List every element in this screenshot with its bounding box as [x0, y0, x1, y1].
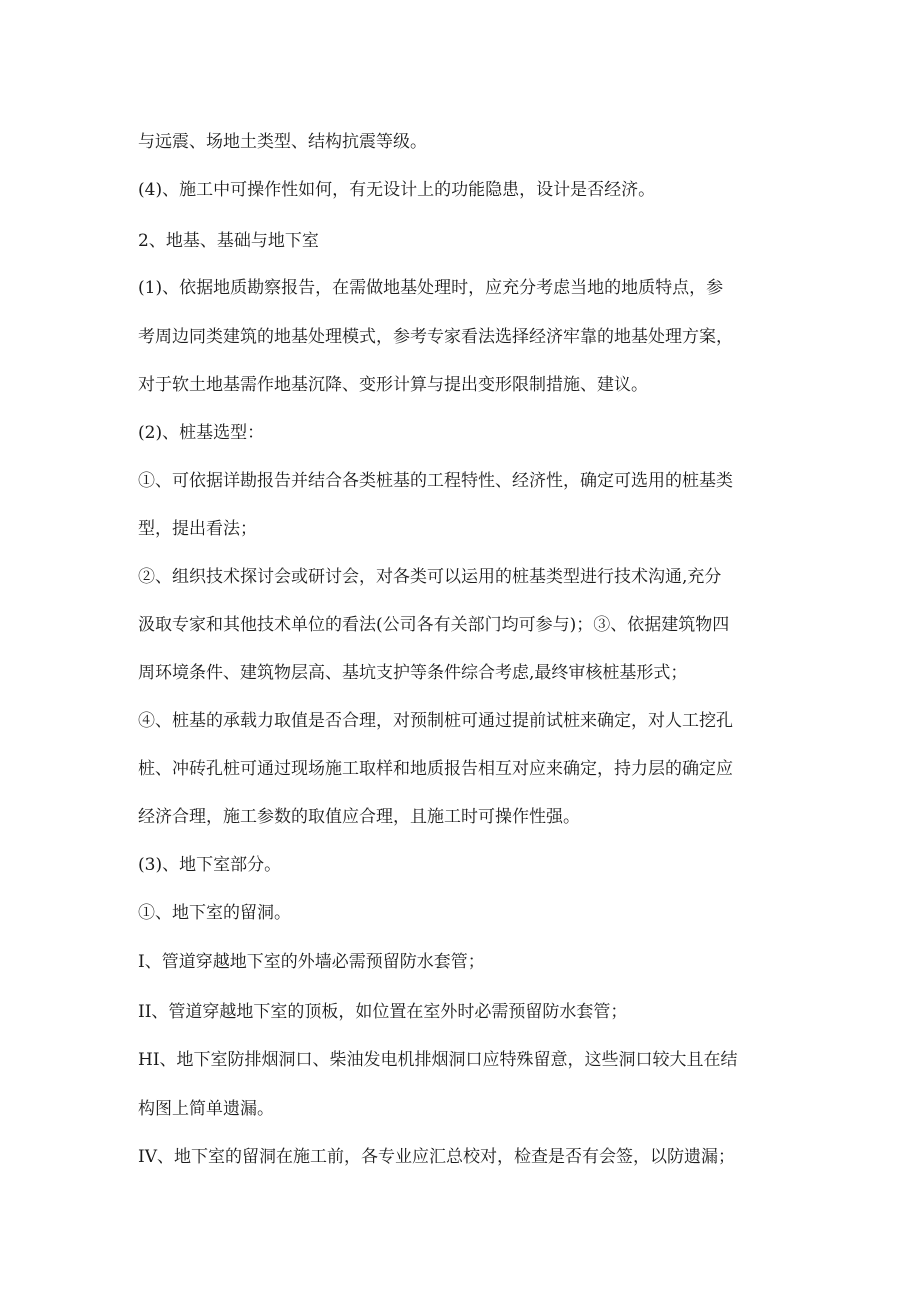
paragraph-line: 构图上简单遗漏。: [138, 1099, 274, 1119]
paragraph-line: (4)、施工中可操作性如何，有无设计上的功能隐患，设计是否经济。: [138, 180, 656, 200]
paragraph-line: 对于软土地基需作地基沉降、变形计算与提出变形限制措施、建议。: [138, 375, 648, 395]
paragraph-line: 周环境条件、建筑物层高、基坑支护等条件综合考虑,最终审核桩基形式；: [138, 663, 688, 683]
paragraph-line: 经济合理，施工参数的取值应合理，且施工时可操作性强。: [138, 807, 580, 827]
paragraph-line: 考周边同类建筑的地基处理模式，参考专家看法选择经济牢靠的地基处理方案，: [138, 327, 733, 347]
paragraph-line: (2)、桩基选型：: [138, 423, 265, 443]
paragraph-line: (1)、依据地质勘察报告，在需做地基处理时，应充分考虑当地的地质特点，参: [138, 278, 724, 298]
section-heading: 2、地基、基础与地下室: [138, 231, 319, 251]
paragraph-line: II、管道穿越地下室的顶板，如位置在室外时必需预留防水套管；: [138, 1002, 628, 1022]
paragraph-line: 与远震、场地土类型、结构抗震等级。: [138, 132, 427, 152]
paragraph-line: ①、地下室的留洞。: [138, 903, 291, 923]
paragraph-line: 桩、冲砖孔桩可通过现场施工取样和地质报告相互对应来确定，持力层的确定应: [138, 759, 733, 779]
paragraph-line: IV、地下室的留洞在施工前，各专业应汇总校对，检查是否有会签，以防遗漏；: [138, 1147, 735, 1167]
paragraph-line: 汲取专家和其他技术单位的看法(公司各有关部门均可参与)；③、依据建筑物四: [138, 615, 730, 635]
paragraph-line: HI、地下室防排烟洞口、柴油发电机排烟洞口应特殊留意，这些洞口较大且在结: [138, 1050, 738, 1070]
paragraph-line: ②、组织技术探讨会或研讨会，对各类可以运用的桩基类型进行技术沟通,充分: [138, 567, 722, 587]
paragraph-line: ①、可依据详勘报告并结合各类桩基的工程特性、经济性，确定可选用的桩基类: [138, 471, 733, 491]
paragraph-line: 型，提出看法；: [138, 519, 257, 539]
paragraph-line: I、管道穿越地下室的外墙必需预留防水套管；: [138, 952, 485, 972]
paragraph-line: (3)、地下室部分。: [138, 855, 282, 875]
paragraph-line: ④、桩基的承载力取值是否合理，对预制桩可通过提前试桩来确定，对人工挖孔: [138, 711, 733, 731]
